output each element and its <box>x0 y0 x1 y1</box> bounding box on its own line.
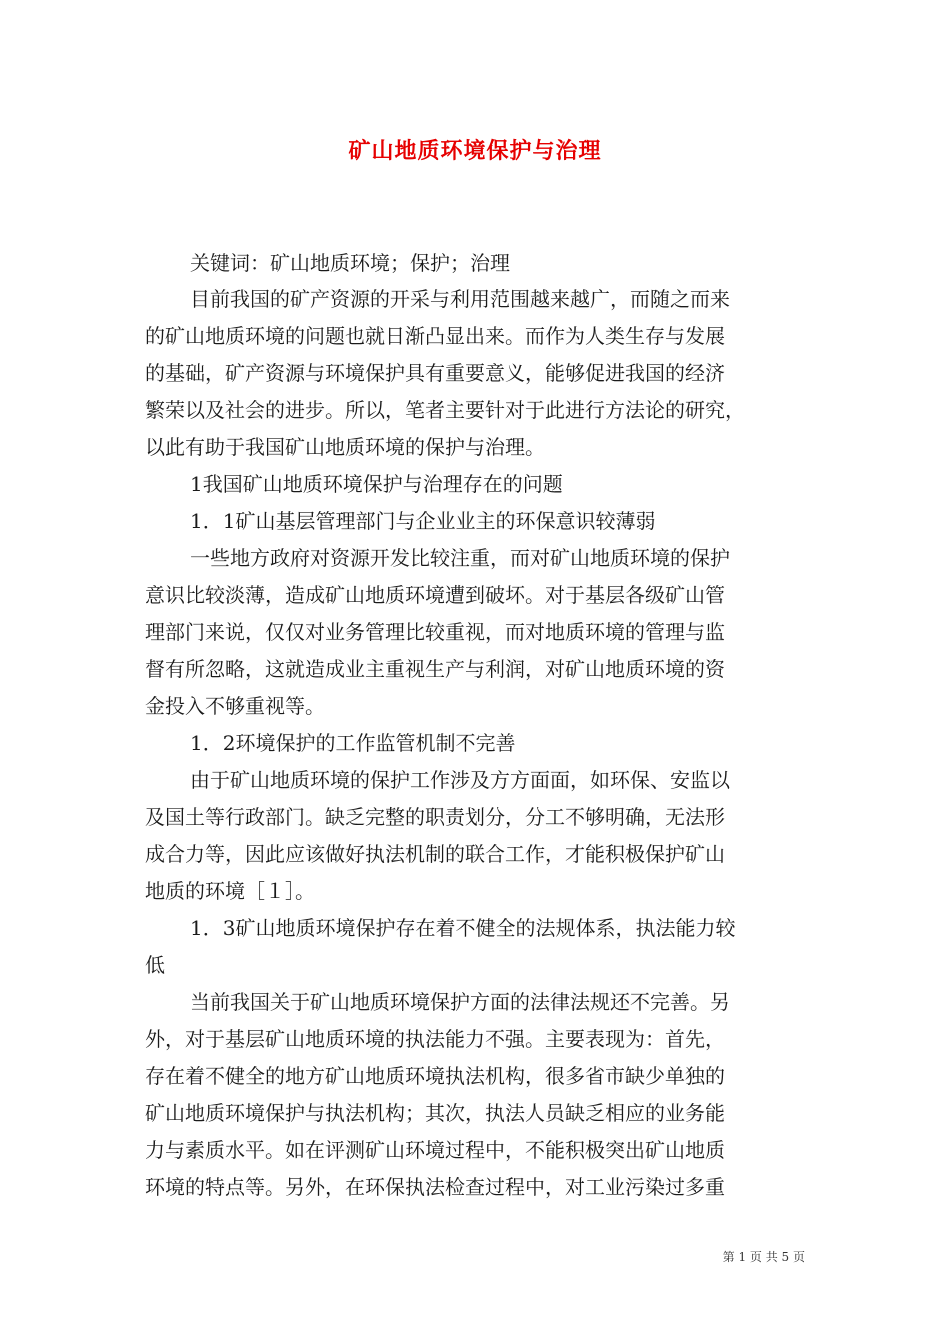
paragraph-line: 一些地方政府对资源开发比较注重，而对矿山地质环境的保护 <box>190 546 730 570</box>
section-heading: 1我国矿山地质环境保护与治理存在的问题 <box>190 472 563 496</box>
subsection-heading: 1．1矿山基层管理部门与企业业主的环保意识较薄弱 <box>190 509 656 533</box>
paragraph-line: 督有所忽略，这就造成业主重视生产与利润，对矿山地质环境的资 <box>145 657 725 681</box>
paragraph-line: 繁荣以及社会的进步。所以，笔者主要针对于此进行方法论的研究， <box>145 398 745 422</box>
paragraph-line: 金投入不够重视等。 <box>145 694 325 718</box>
paragraph-line: 当前我国关于矿山地质环境保护方面的法律法规还不完善。另 <box>190 990 730 1014</box>
paragraph-line: 及国土等行政部门。缺乏完整的职责划分，分工不够明确，无法形 <box>145 805 725 829</box>
paragraph-line: 环境的特点等。另外，在环保执法检查过程中，对工业污染过多重 <box>145 1175 725 1199</box>
paragraph-line: 意识比较淡薄，造成矿山地质环境遭到破坏。对于基层各级矿山管 <box>145 583 725 607</box>
paragraph-line: 的基础，矿产资源与环境保护具有重要意义，能够促进我国的经济 <box>145 361 725 385</box>
subsection-heading-continued: 低 <box>145 953 165 977</box>
paragraph-line: 目前我国的矿产资源的开采与利用范围越来越广，而随之而来 <box>190 287 730 311</box>
paragraph-line: 理部门来说，仅仅对业务管理比较重视，而对地质环境的管理与监 <box>145 620 725 644</box>
paragraph-line: 的矿山地质环境的问题也就日渐凸显出来。而作为人类生存与发展 <box>145 324 725 348</box>
paragraph-line: 成合力等，因此应该做好执法机制的联合工作，才能积极保护矿山 <box>145 842 725 866</box>
paragraph-line: 以此有助于我国矿山地质环境的保护与治理。 <box>145 435 545 459</box>
subsection-heading: 1．3矿山地质环境保护存在着不健全的法规体系，执法能力较 <box>190 916 736 940</box>
document-title: 矿山地质环境保护与治理 <box>348 138 602 164</box>
paragraph-line: 存在着不健全的地方矿山地质环境执法机构，很多省市缺少单独的 <box>145 1064 725 1088</box>
subsection-heading: 1．2环境保护的工作监管机制不完善 <box>190 731 516 755</box>
keywords-line: 关键词：矿山地质环境；保护；治理 <box>190 251 510 275</box>
page-number: 第 1 页 共 5 页 <box>722 1250 805 1264</box>
paragraph-line: 力与素质水平。如在评测矿山环境过程中，不能积极突出矿山地质 <box>145 1138 725 1162</box>
paragraph-line: 矿山地质环境保护与执法机构；其次，执法人员缺乏相应的业务能 <box>145 1101 725 1125</box>
paragraph-line: 地质的环境［１］。 <box>145 879 315 903</box>
paragraph-line: 由于矿山地质环境的保护工作涉及方方面面，如环保、安监以 <box>190 768 730 792</box>
paragraph-line: 外，对于基层矿山地质环境的执法能力不强。主要表现为：首先， <box>145 1027 725 1051</box>
